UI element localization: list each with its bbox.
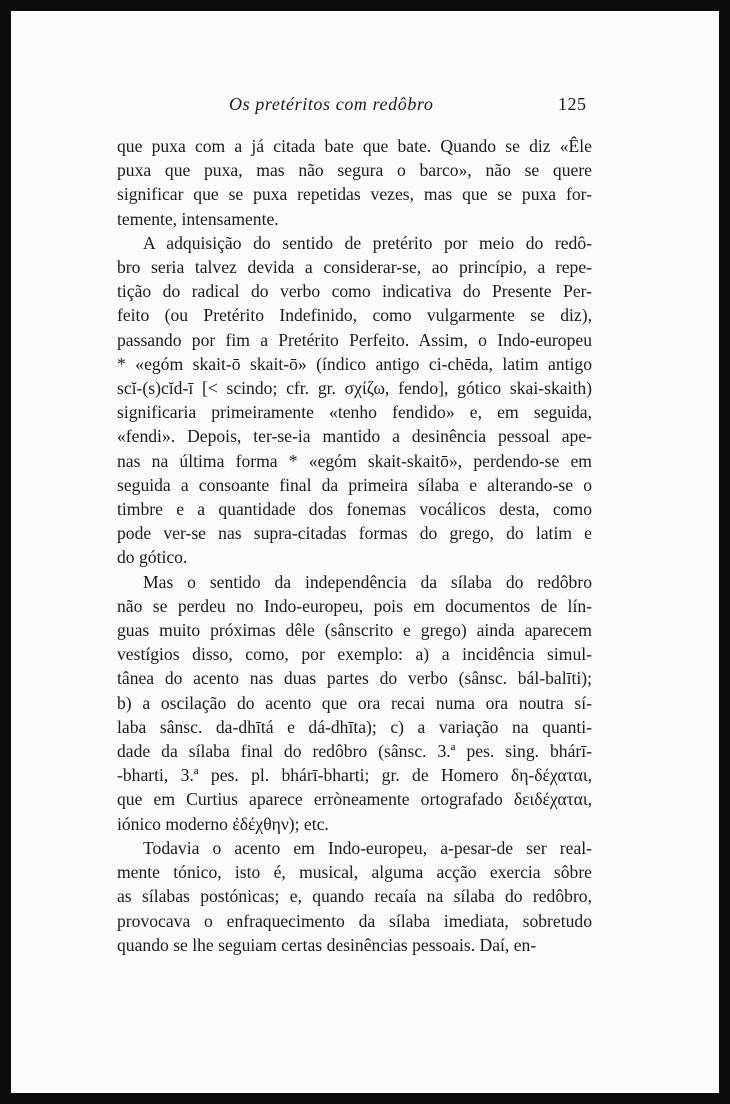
book-page <box>11 11 719 1093</box>
body-text <box>117 134 592 957</box>
text-line: bro seria talvez devida a considerar-se, ao princípio, a repe- <box>117 257 592 278</box>
text-line: do gótico. <box>117 547 188 568</box>
text-line: tição do radical do verbo como indicativa do Presente Per- <box>117 281 592 302</box>
text-line: -bharti, 3.ª pes. pl. bhárī-bharti; gr. de Homero δη-δέχαται, <box>117 765 592 786</box>
text-line: feito (ou Pretérito Indefinido, como vulgarmente se diz), <box>117 305 592 326</box>
text-line: * «egóm skait-ō skait-ō» (índico antigo ci-chēda, latim antigo <box>117 353 592 374</box>
text-line: pode ver-se nas supra-citadas formas do grego, do latim e <box>117 523 592 544</box>
text-line: guas muito próximas dêle (sânscrito e grego) ainda aparecem <box>117 620 592 641</box>
text-line: A adquisição do sentido de pretérito por meio do redô- <box>143 232 592 253</box>
text-line: passando por fim a Pretérito Perfeito. Assim, o Indo-europeu <box>117 329 592 350</box>
text-line: scĭ-(s)cĭd-ī [< scindo; cfr. gr. σχίζω, fendo], gótico skai-skaith) <box>117 378 592 399</box>
text-line: não se perdeu no Indo-europeu, pois em documentos de lín- <box>117 595 592 616</box>
text-line: significaria primeiramente «tenho fendido» e, em seguida, <box>117 402 592 423</box>
text-line: temente, intensamente. <box>117 208 279 229</box>
text-line: Todavia o acento em Indo-europeu, a-pesar-de ser real- <box>143 837 592 858</box>
running-title: Os pretéritos com redôbro <box>229 94 434 114</box>
text-line: «fendi». Depois, ter-se-ia mantido a desinência pessoal ape- <box>117 426 592 447</box>
text-line: tânea do acento nas duas partes do verbo (sânsc. bál-balīti); <box>117 668 592 689</box>
text-line: seguida a consoante final da primeira sílaba e alterando-se o <box>117 474 592 495</box>
text-line: Mas o sentido da independência da sílaba do redôbro <box>143 571 592 592</box>
text-line: dade da sílaba final do redôbro (sânsc. 3.ª pes. sing. bhárī- <box>117 741 592 762</box>
paragraph <box>117 836 592 957</box>
text-line: nas na última forma * «egóm skait-skaitō», perdendo-se em <box>117 450 592 471</box>
text-line: significar que se puxa repetidas vezes, mas que se puxa for- <box>117 184 592 205</box>
page-header <box>11 94 719 118</box>
text-line: que em Curtius aparece erròneamente ortografado δειδέχαται, <box>117 789 592 810</box>
text-line: vestígios disso, como, por exemplo: a) a incidência simul- <box>117 644 592 665</box>
text-line: iónico moderno ἐδέχθην); etc. <box>117 813 329 834</box>
paragraph <box>117 134 592 231</box>
paragraph-list <box>117 134 592 957</box>
text-line: timbre e a quantidade dos fonemas vocálicos desta, como <box>117 499 592 520</box>
text-line: puxa que puxa, mas não segura o barco», não se quere <box>117 160 592 181</box>
text-line: quando se lhe seguiam certas desinências pessoais. Daí, en- <box>117 934 537 955</box>
paragraph <box>117 570 592 836</box>
text-line: que puxa com a já citada bate que bate. Quando se diz «Êle <box>117 136 592 156</box>
text-line: laba sânsc. da-dhītá e dá-dhīta); c) a variação na quanti- <box>117 716 592 737</box>
text-line: b) a oscilação do acento que ora recai numa ora noutra sí- <box>117 692 592 713</box>
paragraph <box>117 231 592 570</box>
page-number: 125 <box>558 94 587 114</box>
text-line: as sílabas postónicas; e, quando recaía na sílaba do redôbro, <box>117 886 592 907</box>
text-line: provocava o enfraquecimento da sílaba imediata, sobretudo <box>117 910 592 931</box>
text-line: mente tónico, isto é, musical, alguma acção exercia sôbre <box>117 862 592 883</box>
